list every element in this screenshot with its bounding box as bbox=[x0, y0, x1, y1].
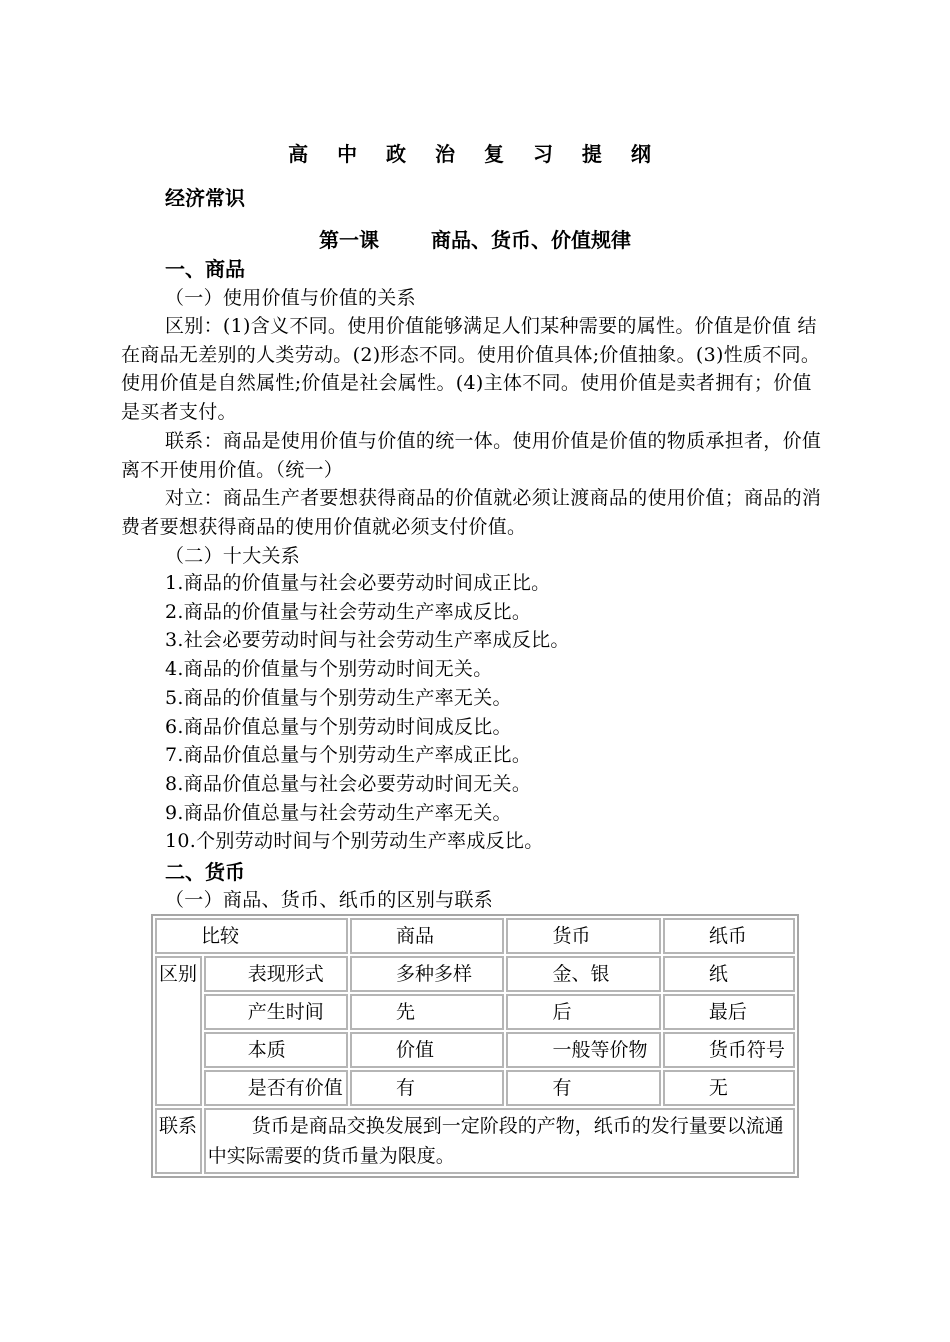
subheading-money-comparison: （一）商品、货币、纸币的区别与联系 bbox=[165, 889, 494, 911]
connection-text: 货币是商品交换发展到一定阶段的产物，纸币的发行量要以流通中实际需要的货币量为限度。 bbox=[204, 1108, 795, 1174]
paragraph-difference: 区别：(1)含义不同。使用价值能够满足人们某种需要的属性。价值是价值 结在商品无差别的人类劳动。(2)形态不同。使用价值具体;价值抽象。(3)性质不同。使用价值是自然属性;价值是社会属性。(4)主体不同。使用价值是卖者拥有；价值是买者支付。 bbox=[121, 315, 821, 424]
aspect-cell: 表现形式 bbox=[204, 956, 348, 992]
aspect-cell: 是否有价值 bbox=[204, 1070, 348, 1106]
header-goods: 商品 bbox=[350, 918, 504, 954]
list-item: 5.商品的价值量与个别劳动生产率无关。 bbox=[165, 686, 512, 709]
lesson-number: 第一课 bbox=[319, 228, 379, 252]
paragraph-opposition: 对立：商品生产者要想获得商品的价值就必须让渡商品的使用价值；商品的消费者要想获得商品的使用价值就必须支付价值。 bbox=[121, 487, 822, 538]
table-cell: 一般等价物 bbox=[506, 1032, 660, 1068]
list-item: 4.商品的价值量与个别劳动时间无关。 bbox=[165, 658, 493, 681]
lesson-heading bbox=[0, 228, 950, 252]
table-cell: 最后 bbox=[663, 994, 795, 1030]
table-row bbox=[155, 956, 795, 992]
table-row bbox=[155, 994, 795, 1030]
row-label-difference: 区别 bbox=[155, 956, 202, 1106]
table-row bbox=[155, 1070, 795, 1106]
table-cell: 无 bbox=[663, 1070, 795, 1106]
comparison-table bbox=[151, 914, 799, 1178]
section-heading-goods: 一、商品 bbox=[165, 257, 245, 281]
table-cell: 价值 bbox=[350, 1032, 504, 1068]
subheading-value-relation: （一）使用价值与价值的关系 bbox=[165, 287, 416, 309]
header-compare: 比较 bbox=[155, 918, 348, 954]
table-link-row bbox=[155, 1108, 795, 1174]
table-cell: 后 bbox=[506, 994, 660, 1030]
relations-list bbox=[165, 569, 570, 856]
list-item: 7.商品价值总量与个别劳动生产率成正比。 bbox=[165, 744, 532, 767]
lesson-name: 商品、货币、价值规律 bbox=[431, 228, 631, 252]
table-cell: 金、银 bbox=[506, 956, 660, 992]
paragraph-connection: 联系：商品是使用价值与价值的统一体。使用价值是价值的物质承担者，价值离不开使用价值。（统一） bbox=[121, 429, 822, 481]
section-heading-money: 二、货币 bbox=[165, 860, 245, 884]
table-row bbox=[155, 1032, 795, 1068]
table-cell: 纸 bbox=[663, 956, 795, 992]
list-item: 9.商品价值总量与社会劳动生产率无关。 bbox=[165, 801, 512, 824]
table-cell: 货币符号 bbox=[663, 1032, 795, 1068]
aspect-cell: 本质 bbox=[204, 1032, 348, 1068]
table-cell: 有 bbox=[350, 1070, 504, 1106]
table-cell: 先 bbox=[350, 994, 504, 1030]
value-relation-body bbox=[121, 312, 831, 542]
header-paper-money: 纸币 bbox=[663, 918, 795, 954]
page-title: 高 中 政 治 复 习 提 纲 bbox=[288, 142, 662, 166]
list-item: 6.商品价值总量与个别劳动时间成反比。 bbox=[165, 715, 512, 738]
row-label-connection: 联系 bbox=[155, 1108, 202, 1174]
list-item: 3.社会必要劳动时间与社会劳动生产率成反比。 bbox=[165, 629, 570, 652]
list-item: 8.商品价值总量与社会必要劳动时间无关。 bbox=[165, 772, 532, 795]
table-cell: 多种多样 bbox=[350, 956, 504, 992]
list-item: 10.个别劳动时间与个别劳动生产率成反比。 bbox=[165, 830, 544, 853]
subheading-ten-relations: （二）十大关系 bbox=[165, 545, 301, 567]
list-item: 2.商品的价值量与社会劳动生产率成反比。 bbox=[165, 600, 532, 623]
subject-heading: 经济常识 bbox=[165, 186, 245, 210]
table-header-row bbox=[155, 918, 795, 954]
list-item: 1.商品的价值量与社会必要劳动时间成正比。 bbox=[165, 572, 551, 594]
header-money: 货币 bbox=[506, 918, 660, 954]
aspect-cell: 产生时间 bbox=[204, 994, 348, 1030]
table-cell: 有 bbox=[506, 1070, 660, 1106]
